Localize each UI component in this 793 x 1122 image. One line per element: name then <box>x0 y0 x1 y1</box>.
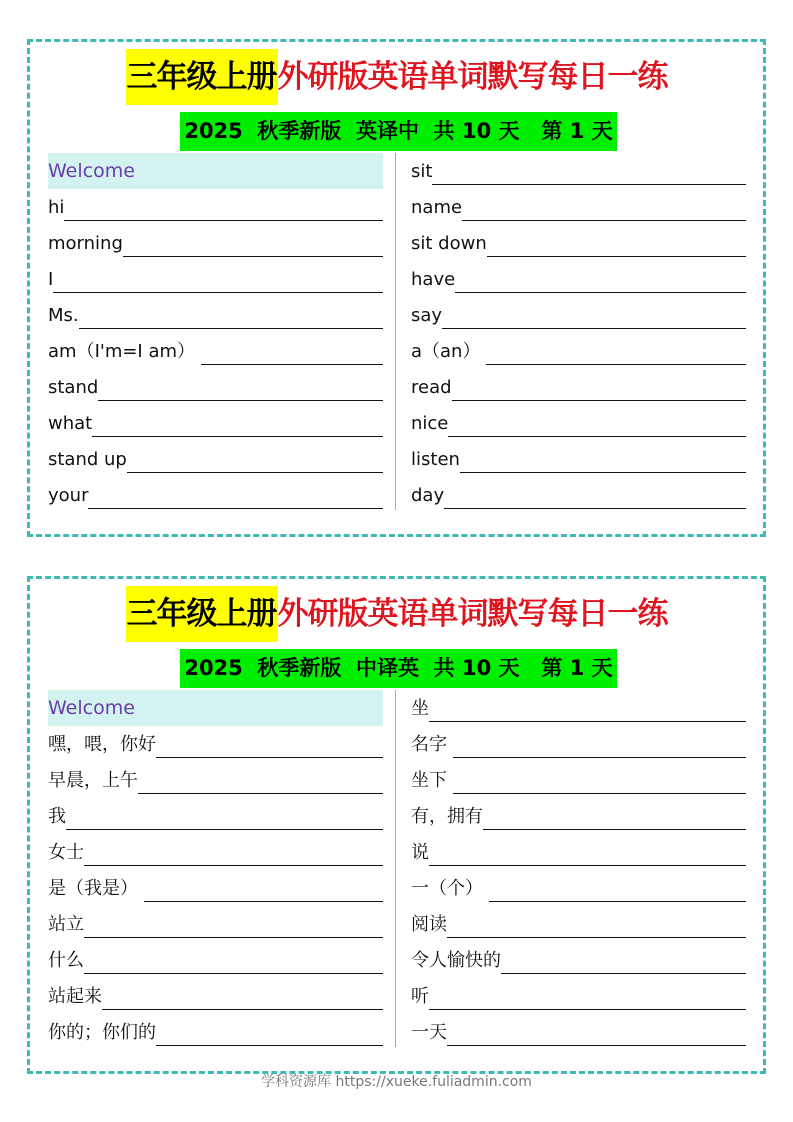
word-prompt: hi <box>48 197 65 218</box>
word-prompt: 说 <box>411 842 429 863</box>
word-row <box>411 477 746 513</box>
answer-line[interactable] <box>79 327 383 329</box>
word-prompt: 阅读 <box>411 914 447 935</box>
word-row <box>48 189 383 225</box>
word-prompt: 听 <box>411 986 429 1007</box>
word-prompt: 站立 <box>48 914 84 935</box>
word-row <box>48 726 383 762</box>
section-header: Welcome <box>48 690 383 726</box>
word-row <box>411 726 746 762</box>
word-row <box>411 225 746 261</box>
word-row <box>48 906 383 942</box>
answer-line[interactable] <box>448 435 746 437</box>
word-prompt: 是（我是） <box>48 878 144 899</box>
word-prompt: 一（个） <box>411 878 489 899</box>
word-prompt: 名字 <box>411 734 453 755</box>
word-row <box>48 333 383 369</box>
answer-line[interactable] <box>486 363 746 365</box>
answer-line[interactable] <box>453 756 746 758</box>
word-prompt: 我 <box>48 806 66 827</box>
word-prompt: 坐 <box>411 698 429 719</box>
word-row <box>48 978 383 1014</box>
answer-line[interactable] <box>201 363 383 365</box>
word-prompt: sit <box>411 161 433 182</box>
column-divider <box>395 690 396 1047</box>
answer-line[interactable] <box>489 900 746 902</box>
answer-line[interactable] <box>138 792 383 794</box>
word-row <box>411 870 746 906</box>
left-column <box>48 153 383 513</box>
word-row <box>48 369 383 405</box>
right-column <box>411 153 746 513</box>
worksheet-card-cn-to-en <box>27 576 766 1074</box>
word-row <box>411 153 746 189</box>
word-row <box>411 942 746 978</box>
word-prompt: 你的；你们的 <box>48 1022 156 1043</box>
word-row <box>411 798 746 834</box>
subtitle-banner: 2025 秋季新版 中译英 共 10 天 第 1 天 <box>180 649 617 688</box>
word-row <box>411 297 746 333</box>
word-row <box>411 261 746 297</box>
word-prompt: 有，拥有 <box>411 806 483 827</box>
answer-line[interactable] <box>64 219 383 221</box>
worksheet-title <box>30 49 763 105</box>
word-prompt: nice <box>411 413 449 434</box>
word-prompt: 一天 <box>411 1022 447 1043</box>
answer-line[interactable] <box>98 399 383 401</box>
word-prompt: read <box>411 377 452 398</box>
word-prompt: morning <box>48 233 123 254</box>
footer-watermark: 学科资源库 https://xueke.fuliadmin.com <box>261 1074 532 1090</box>
word-row <box>411 405 746 441</box>
word-row <box>48 762 383 798</box>
worksheet-title <box>30 586 763 642</box>
answer-line[interactable] <box>447 1044 746 1046</box>
word-row <box>48 441 383 477</box>
answer-line[interactable] <box>84 936 383 938</box>
answer-line[interactable] <box>444 507 746 509</box>
worksheet-card-en-to-cn <box>27 39 766 537</box>
word-prompt: 什么 <box>48 950 84 971</box>
title-text: 外研版英语单词默写每日一练 <box>277 59 668 95</box>
word-prompt: day <box>411 485 445 506</box>
word-prompt: stand <box>48 377 99 398</box>
answer-line[interactable] <box>452 399 746 401</box>
word-prompt: say <box>411 305 443 326</box>
word-row <box>411 762 746 798</box>
word-prompt: 早晨，上午 <box>48 770 138 791</box>
title-text: 外研版英语单词默写每日一练 <box>277 596 668 632</box>
word-prompt: 女士 <box>48 842 84 863</box>
word-row <box>411 978 746 1014</box>
answer-line[interactable] <box>53 291 383 293</box>
word-row <box>411 906 746 942</box>
answer-line[interactable] <box>429 864 746 866</box>
word-row <box>48 1014 383 1050</box>
word-prompt: Ms. <box>48 305 79 326</box>
answer-line[interactable] <box>144 900 383 902</box>
word-row <box>411 834 746 870</box>
word-prompt: 嘿，喂，你好 <box>48 734 156 755</box>
word-prompt: am（I'm=I am） <box>48 341 201 362</box>
section-header: Welcome <box>48 153 383 189</box>
answer-line[interactable] <box>84 864 383 866</box>
title-grade-highlight: 三年级上册 <box>126 49 278 105</box>
answer-line[interactable] <box>483 828 746 830</box>
answer-line[interactable] <box>102 1008 383 1010</box>
word-row <box>48 405 383 441</box>
word-prompt: have <box>411 269 456 290</box>
word-prompt: 站起来 <box>48 986 102 1007</box>
answer-line[interactable] <box>432 183 746 185</box>
answer-line[interactable] <box>156 1044 383 1046</box>
answer-line[interactable] <box>127 471 383 473</box>
word-prompt: 令人愉快的 <box>411 950 501 971</box>
subtitle-banner: 2025 秋季新版 英译中 共 10 天 第 1 天 <box>180 112 617 151</box>
word-prompt: 坐下 <box>411 770 453 791</box>
column-divider <box>395 153 396 510</box>
answer-line[interactable] <box>442 327 746 329</box>
word-prompt: listen <box>411 449 460 470</box>
answer-line[interactable] <box>462 219 746 221</box>
word-prompt: what <box>48 413 93 434</box>
word-row <box>411 1014 746 1050</box>
word-prompt: stand up <box>48 449 127 470</box>
word-prompt: a（an） <box>411 341 487 362</box>
answer-line[interactable] <box>123 255 383 257</box>
answer-line[interactable] <box>429 720 746 722</box>
word-prompt: I <box>48 269 54 290</box>
left-column <box>48 690 383 1050</box>
answer-line[interactable] <box>66 828 383 830</box>
answer-line[interactable] <box>92 435 383 437</box>
word-row <box>48 834 383 870</box>
word-row <box>411 189 746 225</box>
answer-line[interactable] <box>453 792 746 794</box>
word-row <box>48 261 383 297</box>
word-prompt: sit down <box>411 233 487 254</box>
answer-line[interactable] <box>455 291 746 293</box>
answer-line[interactable] <box>88 507 383 509</box>
answer-line[interactable] <box>460 471 746 473</box>
word-row <box>411 369 746 405</box>
word-row <box>48 942 383 978</box>
word-row <box>48 870 383 906</box>
word-row <box>411 441 746 477</box>
word-row <box>411 333 746 369</box>
answer-line[interactable] <box>429 1008 746 1010</box>
answer-line[interactable] <box>501 972 746 974</box>
answer-line[interactable] <box>84 972 383 974</box>
right-column <box>411 690 746 1050</box>
word-prompt: your <box>48 485 89 506</box>
word-row <box>48 297 383 333</box>
answer-line[interactable] <box>447 936 746 938</box>
title-grade-highlight: 三年级上册 <box>126 586 278 642</box>
word-row <box>48 798 383 834</box>
answer-line[interactable] <box>487 255 746 257</box>
word-prompt: name <box>411 197 463 218</box>
word-row <box>411 690 746 726</box>
word-row <box>48 225 383 261</box>
answer-line[interactable] <box>156 756 383 758</box>
word-row <box>48 477 383 513</box>
